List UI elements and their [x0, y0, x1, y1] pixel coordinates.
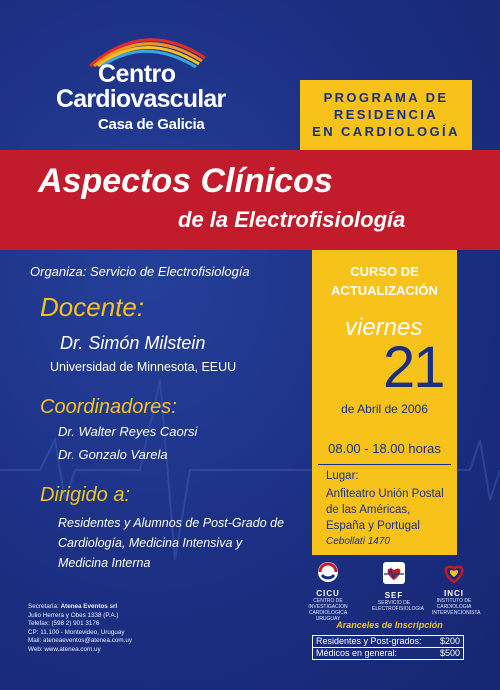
fee-label: Médicos en general: — [316, 648, 398, 658]
venue-label: Lugar: — [326, 470, 359, 482]
event-month-year: de Abril de 2006 — [341, 402, 428, 416]
fee-label: Residentes y Post-grados: — [316, 636, 422, 646]
coordinator-2: Dr. Gonzalo Varela — [58, 447, 168, 462]
audience-line-2: Cardiología, Medicina Intensiva y — [58, 536, 243, 550]
sponsor-caption: SERVICIO DE ELECTROFISIOLOGIA — [372, 600, 424, 612]
fees-title: Aranceles de Inscripción — [336, 620, 443, 630]
event-day: 21 — [383, 335, 444, 400]
secretariat-mail: Mail: ateneaeventos@atenea.com.uy — [28, 637, 133, 644]
title-line-2: de la Electrofisiología — [178, 207, 406, 232]
dirigido-heading: Dirigido a: — [40, 484, 131, 506]
fees-table — [312, 635, 464, 660]
secretariat-phone: Telefax: (598 2) 901 3176 — [28, 620, 100, 627]
logo-line-2: Cardiovascular — [56, 85, 226, 113]
secretariat-company: Atenea Eventos srl — [60, 603, 118, 610]
venue-line-1: Anfiteatro Unión Postal — [326, 488, 444, 500]
coordinator-1: Dr. Walter Reyes Caorsi — [58, 424, 198, 439]
sponsor-sef — [372, 560, 424, 612]
inci-logo-icon — [439, 560, 469, 584]
secretariat-address: Julio Herrera y Obes 1338 (P.A.) — [28, 611, 119, 619]
course-type-line-1: CURSO DE — [350, 264, 419, 279]
sponsor-abbr: SEF — [384, 591, 404, 600]
sponsor-abbr: CICU — [316, 589, 340, 598]
sponsor-inci — [432, 560, 481, 616]
sef-logo-icon — [379, 560, 409, 586]
program-line-3: EN CARDIOLOGÍA — [312, 124, 460, 139]
title-line-1: Aspectos Clínicos — [38, 162, 333, 200]
secretariat-web: Web: www.atenea.com.uy — [28, 645, 101, 653]
logo-line-3: Casa de Galicia — [98, 116, 205, 133]
divider — [318, 464, 451, 465]
venue-line-2: de las Américas, — [326, 504, 411, 516]
venue-line-3: España y Portugal — [326, 520, 420, 532]
secretariat-city: CP: 11.100 - Montevideo, Uruguay — [28, 628, 125, 636]
audience-line-1: Residentes y Alumnos de Post-Grado de — [58, 516, 285, 530]
organizer: Organiza: Servicio de Electrofisiología — [30, 264, 250, 279]
course-type — [312, 262, 457, 300]
secretariat-line-1 — [28, 603, 132, 612]
sponsor-abbr: INCI — [444, 589, 464, 598]
course-type-line-2: ACTUALIZACIÓN — [331, 283, 438, 298]
program-box — [300, 80, 472, 150]
logo-line-1: Centro — [98, 60, 176, 88]
program-line-1: PROGRAMA DE — [323, 90, 449, 105]
fee-row — [312, 635, 464, 648]
venue-address: Cebollati 1470 — [326, 536, 390, 547]
event-weekday: viernes — [345, 314, 423, 341]
secretariat-label: Secretaría: — [28, 603, 59, 610]
logo — [40, 28, 240, 138]
cicu-logo-icon — [313, 560, 343, 584]
fee-price: $500 — [439, 648, 460, 658]
fee-price: $200 — [439, 636, 460, 646]
docente-heading: Docente: — [40, 292, 145, 322]
audience-line-3: Medicina Interna — [58, 556, 151, 570]
fee-row — [312, 648, 464, 660]
docente-affiliation: Universidad de Minnesota, EEUU — [50, 360, 237, 374]
sponsor-caption: CENTRO DE INVESTIGACION CARDIOLOGICA URUGUAY — [308, 598, 348, 622]
program-line-2: RESIDENCIA — [333, 107, 439, 122]
sponsor-caption: INSTITUTO DE CARDIOLOGIA INTERVENCIONISTA — [432, 598, 481, 616]
coordinadores-heading: Coordinadores: — [40, 396, 177, 418]
secretariat-contact — [28, 603, 132, 654]
event-hours: 08.00 - 18.00 horas — [328, 441, 441, 456]
docente-name: Dr. Simón Milstein — [60, 333, 206, 353]
sponsor-cicu — [306, 560, 350, 622]
